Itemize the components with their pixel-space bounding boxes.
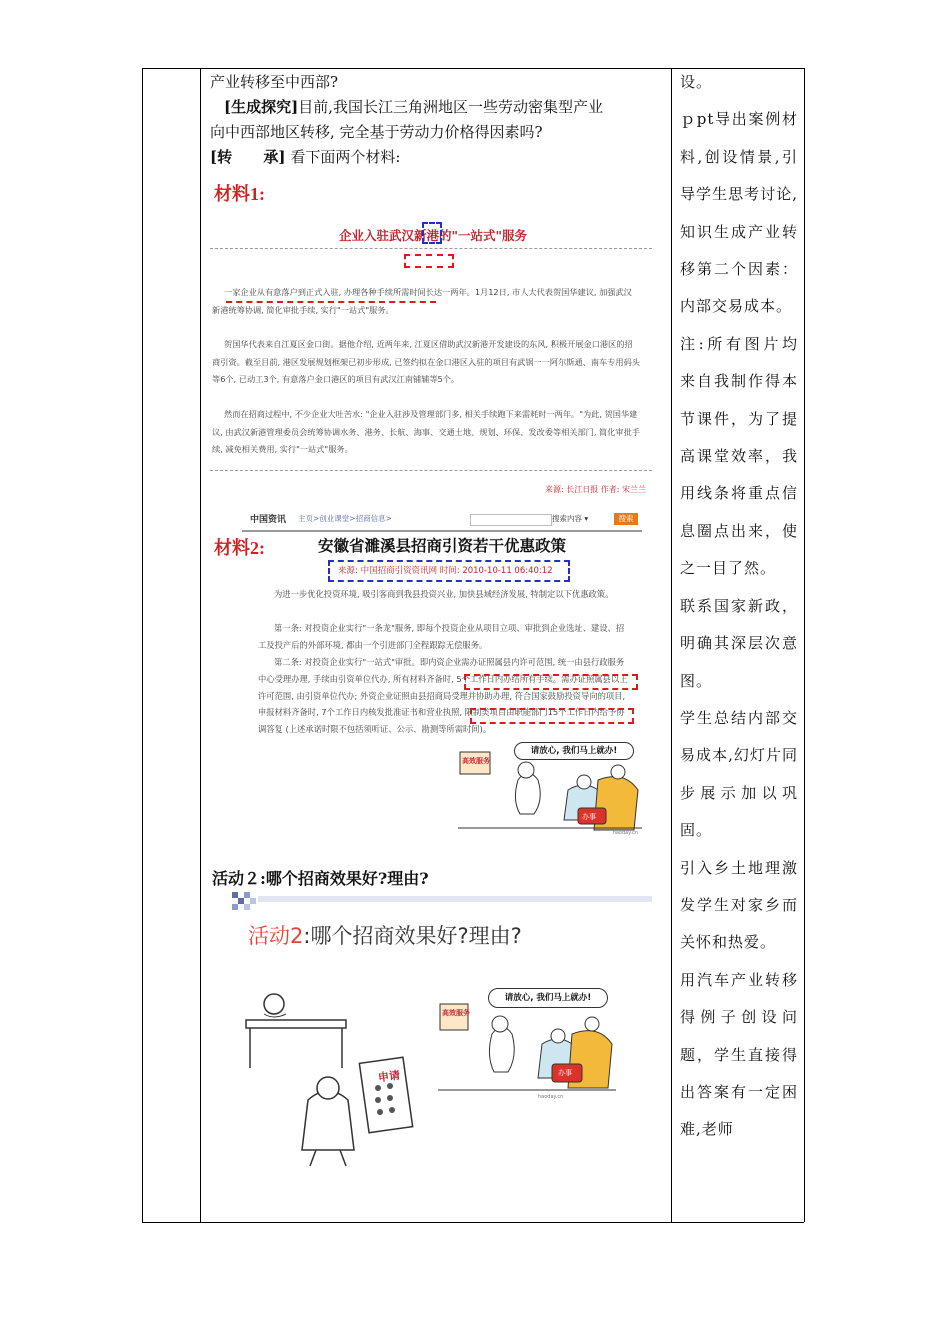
cartoon-sign: 高效服务	[462, 757, 490, 765]
activity-heading: 活动２:哪个招商效果好?理由?	[212, 869, 429, 888]
note-4: 联系国家新政，明确其深层次意图。	[680, 596, 798, 690]
note-7: 用汽车产业转移得例子创设问题，学生直接得出答案有一定困难,老师	[680, 970, 798, 1139]
divider	[210, 248, 652, 249]
slide-header-bar	[232, 892, 652, 912]
material-1-source: 来源: 长江日报 作者: 宋兰兰	[544, 485, 646, 494]
note-3: 注:所有图片均来自我制作得本节课件，为了提高课堂效率，我用线条将重点信息圈点出来，使之一目了然。	[680, 334, 798, 578]
highlight-box-red	[470, 708, 634, 724]
highlight-box-blue	[422, 222, 442, 244]
note-2: ｐpt导出案例材料,创设情景,引导学生思考讨论,知识生成产业转移第二个因素：内部交易成本。	[680, 110, 798, 316]
text-paragraph-explore	[210, 95, 668, 120]
material-2-label: 材料2:	[214, 538, 265, 558]
transition-text: 看下面两个材料:	[290, 148, 401, 166]
speech-bubble: 请放心, 我们马上就办!	[514, 742, 634, 760]
divider	[210, 470, 652, 471]
slide-title	[248, 920, 522, 950]
slide-title-rest: :哪个招商效果好?理由?	[303, 924, 522, 948]
cartoon-watermark: haoday.cn	[612, 830, 638, 836]
paper-text: 申请	[377, 1068, 401, 1085]
material-2-para-2: 第一条: 对投资企业实行"一条龙"服务, 即每个投资企业从项目立项、审批到企业选址、建设、招工及投产后的外部环境, 都由一个引进部门全程跟踪无偿服务。	[258, 623, 625, 650]
breadcrumb: 主页>创业课堂>招商信息>	[298, 514, 392, 523]
cartoon-folder-label: 办事	[582, 813, 596, 821]
speech-bubble-2: 请放心, 我们马上就办!	[488, 988, 608, 1008]
highlight-box-red	[404, 254, 454, 268]
table-border-col2	[671, 68, 672, 1222]
activity-slide-image	[232, 888, 652, 1168]
material-2-para-3: 第二条: 对投资企业实行"一站式"审批。即内资企业需办证照属县内许可范围, 统一由县行政服务中心受理办理, 手续由引资单位代办, 所有材料齐备时, 5个工作日内办结所有手续。需办证照属县以上许可范围, 由引资单位代办; 外资企业证照由县招商局受理并协助办理, 符合国家鼓励投资导向的项目, 申报材料齐备时, 7个工作日内核发批准证书和营业执照, 限制类项目由职能部门15个工作日内给予协调答复 (上述承诺时限不包括须听证、公示、勘测等所需时间)。	[258, 657, 628, 735]
note-5: 学生总结内部交易成本,幻灯片同步展示加以巩固。	[680, 708, 798, 840]
text-line-1: 产业转移至中西部?	[210, 73, 339, 91]
table-border-col1	[200, 68, 201, 1222]
site-header	[242, 510, 642, 532]
main-column	[210, 70, 668, 170]
cartoon-service-image-2	[438, 984, 616, 1102]
notes-column	[680, 64, 798, 1149]
search-input	[470, 514, 552, 526]
explore-text: 目前,我国长江三角洲地区一些劳动密集型产业	[298, 98, 603, 116]
material-2-para-1: 为进一步优化投资环境, 吸引客商到我县投资兴业, 加快县域经济发展, 特制定以下优惠政策。	[274, 589, 614, 599]
material-1-label: 材料1:	[214, 184, 265, 204]
note-6: 引入乡土地理激发学生对家乡而关怀和热爱。	[680, 858, 798, 952]
material-2-title: 安徽省濉溪县招商引资若干优惠政策	[317, 536, 566, 555]
material-1-para-1: 一家企业从有意落户到正式入驻, 办理各种手续所需时间长达一两年。1月12日, 市人大代表贺国华建议, 加强武汉新港统筹协调, 简化审批手续, 实行"一站式"服务。	[212, 287, 632, 315]
highlight-box-red	[464, 674, 638, 690]
material-1-image	[210, 174, 656, 504]
site-logo: 中国资讯	[250, 515, 287, 525]
transition-label: [转 承]	[210, 148, 286, 166]
cartoon-service-image	[458, 740, 642, 838]
table-border-left	[142, 68, 143, 1222]
table-border-bottom	[142, 1222, 804, 1223]
slide-title-red: 活动2	[248, 924, 304, 948]
note-1: 设。	[680, 73, 713, 91]
table-border-right	[804, 68, 805, 1222]
material-1-para-3: 然而在招商过程中, 不少企业大吐苦水: "企业入驻涉及管理部门多, 相关手续跑下来需耗时一两年。"为此, 贺国华建议, 由武汉新港管理委员会统筹协调水务、港务、长航、海事、交通土地、规划、环保、发改委等相关部门, 简化审批手续, 减免相关费用, 实行"一站式"服务。	[212, 409, 640, 454]
material-2-meta: 来源: 中国招商引资资讯网 时间: 2010-10-11 06:40:12	[338, 566, 553, 576]
underline-red	[226, 301, 436, 303]
material-1-para-2: 贺国华代表来自江夏区金口街。据他介绍, 近两年来, 江夏区借助武汉新港开发建设的东风, 积极开展金口港区的招商引资。截至目前, 港区发展规划框架已初步形成, 已签约拟在金口港区入驻的项目有武锅一一阿尔斯通、南车专用码头等6个, 已动工3个, 有意落户金口港区的项目有武汉江南铺辅等5个。	[212, 339, 640, 384]
cartoon-folder-label-2: 办事	[558, 1069, 572, 1077]
explore-label: [生成探究]	[224, 98, 299, 116]
text-paragraph-transition	[210, 145, 668, 170]
cartoon-sign-2: 高效服务	[442, 1009, 470, 1017]
search-select: 搜索内容 ▾	[552, 514, 589, 523]
cartoon-watermark-2: haoday.cn	[538, 1094, 564, 1100]
highlight-box-blue	[328, 560, 570, 582]
explore-continued: 向中西部地区转移, 完全基于劳动力价格得因素吗?	[210, 123, 543, 141]
material-1-title: 企业入驻武汉新港的"一站式"服务	[338, 228, 528, 243]
search-button: 搜索	[614, 513, 638, 525]
